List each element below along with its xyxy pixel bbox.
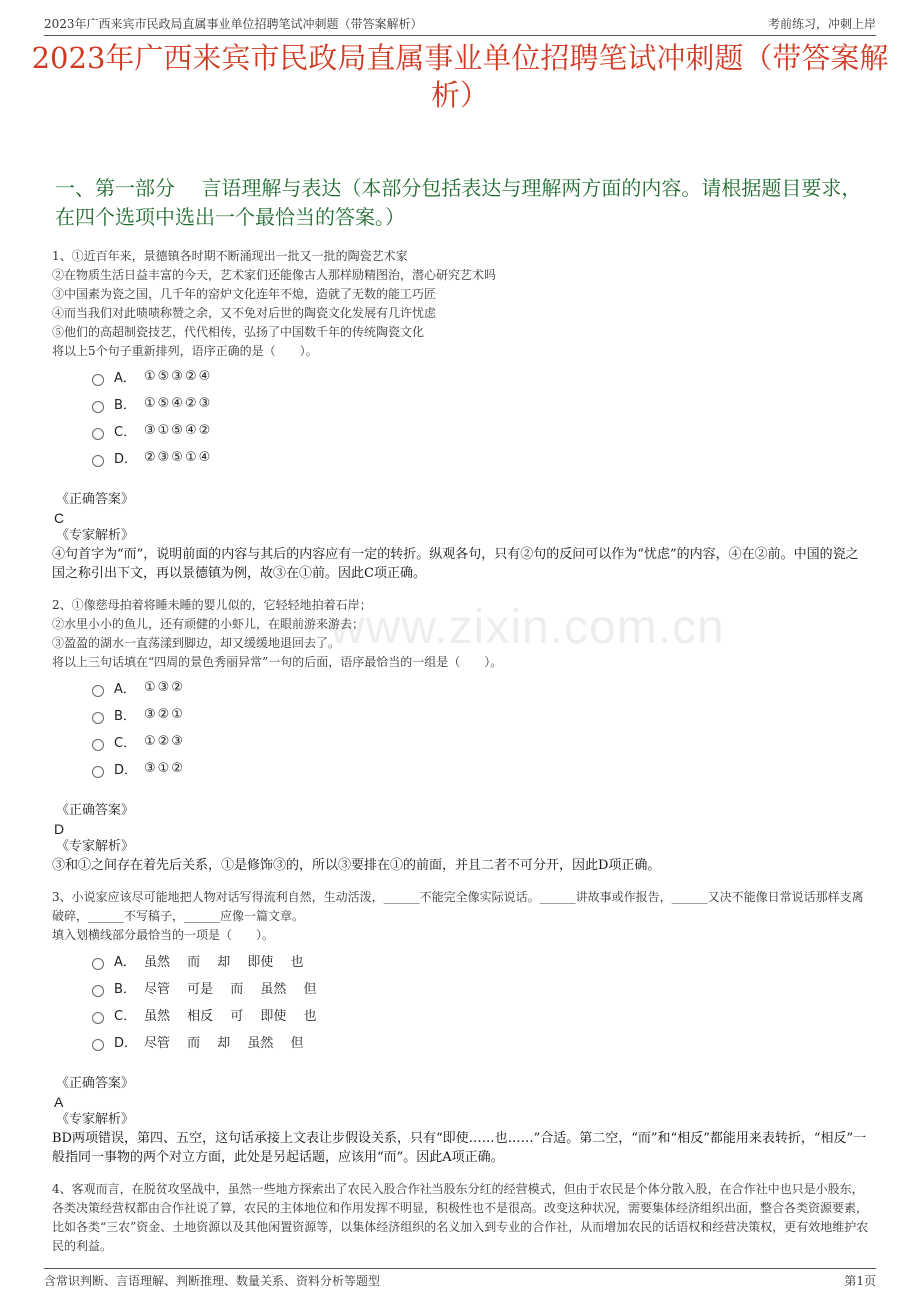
question-4 (52, 1180, 870, 1256)
option-c[interactable] (92, 1001, 870, 1028)
question-stem-line: ③盈盈的湖水一直荡漾到脚边，却又缓缓地退回去了。 (52, 636, 341, 650)
option-c[interactable] (92, 728, 870, 755)
option-a[interactable] (92, 363, 870, 390)
option-d[interactable] (92, 444, 870, 471)
answer-label: 《正确答案》 (56, 803, 135, 818)
option-letter: B． (114, 709, 136, 724)
explanation-label: 《专家解析》 (56, 528, 135, 543)
option-text: ③②① (144, 707, 185, 722)
document-title: 2023年广西来宾市民政局直属事业单位招聘笔试冲刺题（带答案解析） (31, 41, 889, 112)
option-text: ①③② (144, 680, 185, 695)
answer-label: 《正确答案》 (56, 1076, 135, 1091)
radio-button[interactable] (92, 428, 104, 440)
option-text: 尽管 可是 而 虽然 但 (144, 982, 317, 997)
header-slogan: 考前练习，冲刺上岸 (767, 17, 876, 31)
explanation-text: BD两项错误，第四、五空，这句话承接上文表让步假设关系，只有“即使……也……”合适。第二空，“而”和“相反”都能用来表转折，“相反”一般指同一事物的两个对立方面，此处是另起话题，应该用“而”。因此A项正确。 (52, 1131, 867, 1165)
option-text: ①⑤④②③ (144, 396, 213, 411)
page-number: 第1页 (844, 1274, 876, 1288)
question-stem-line: ②在物质生活日益丰富的今天，艺术家们还能像古人那样励精图治，潜心研究艺术吗 (52, 268, 497, 282)
question-stem-line: 3、小说家应该尽可能地把人物对话写得流利自然，生动活泼，______不能完全像实际说话。______讲故事或作报告，______又决不能像日常说话那样支离破碎，______不写稿子，______应像一篇文章。 (52, 890, 864, 923)
question-stem-line: 4、客观而言，在脱贫攻坚战中，虽然一些地方探索出了农民入股合作社当股东分红的经营模式，但由于农民是个体分散入股，在合作社中也只是小股东，各类决策经营权都由合作社说了算，农民的主体地位和作用发挥不明显，积极性也不是很高。改变这种状况，需要集体经济组织出面，整合各类资源要素，比如各类“三农”资金、土地资源以及其他闲置资源等，以集体经济组织的名义加入到专业的合作社，从而增加农民的话语权和经营决策权，更有效地维护农民的利益。 (52, 1182, 869, 1253)
radio-button[interactable] (92, 958, 104, 970)
answer-value: C (54, 510, 65, 526)
option-text: ①⑤③②④ (144, 369, 213, 384)
radio-button[interactable] (92, 1039, 104, 1051)
options-list (92, 674, 870, 782)
option-d[interactable] (92, 755, 870, 782)
question-stem-line: 2、①像慈母拍着将睡未睡的婴儿似的，它轻轻地拍着石岸； (52, 598, 372, 612)
option-a[interactable] (92, 674, 870, 701)
option-letter: A． (114, 955, 136, 970)
option-text: ②③⑤①④ (144, 450, 213, 465)
question-stem-line: ⑤他们的高超制瓷技艺，代代相传，弘扬了中国数千年的传统陶瓷文化 (52, 325, 425, 339)
option-c[interactable] (92, 417, 870, 444)
radio-button[interactable] (92, 712, 104, 724)
running-header (44, 12, 876, 36)
section-heading: 一、第一部分 言语理解与表达（本部分包括表达与理解两方面的内容。请根据题目要求，在四个选项中选出一个最恰当的答案。） (55, 176, 862, 229)
question-1 (52, 247, 870, 583)
answer-value: A (54, 1094, 64, 1110)
option-letter: D． (114, 452, 138, 467)
option-letter: D． (114, 1036, 138, 1051)
option-text: 尽管 而 却 虽然 但 (144, 1036, 304, 1051)
option-b[interactable] (92, 701, 870, 728)
options-list (92, 947, 870, 1055)
option-text: 虽然 相反 可 即使 也 (144, 1009, 317, 1024)
option-letter: B． (114, 982, 136, 997)
option-text: 虽然 而 却 即使 也 (144, 955, 304, 970)
radio-button[interactable] (92, 1012, 104, 1024)
option-text: ①②③ (144, 734, 185, 749)
question-stem-line: ③中国素为瓷之国，几千年的窑炉文化连年不熄，造就了无数的能工巧匠 (52, 287, 437, 301)
radio-button[interactable] (92, 401, 104, 413)
radio-button[interactable] (92, 455, 104, 467)
watermark: www.zixin.com.cn (330, 601, 725, 654)
question-stem-line: 1、①近百年来，景德镇各时期不断涌现出一批又一批的陶瓷艺术家 (52, 249, 408, 263)
question-3 (52, 888, 870, 1167)
radio-button[interactable] (92, 739, 104, 751)
option-b[interactable] (92, 390, 870, 417)
footer-topics: 含常识判断、言语理解、判断推理、数量关系、资料分析等题型 (44, 1274, 381, 1288)
explanation-label: 《专家解析》 (56, 839, 135, 854)
question-prompt: 将以上5个句子重新排列，语序正确的是（ ）。 (52, 344, 318, 358)
explanation-label: 《专家解析》 (56, 1112, 135, 1127)
question-stem-line: ②水里小小的鱼儿，还有顽健的小虾儿，在眼前游来游去； (52, 617, 365, 631)
option-letter: B． (114, 398, 136, 413)
option-letter: C． (114, 425, 137, 440)
explanation-text: ③和①之间存在着先后关系，①是修饰③的，所以③要排在①的前面，并且二者不可分开，因此D项正确。 (52, 858, 661, 873)
option-letter: C． (114, 736, 137, 751)
question-prompt: 将以上三句话填在“四周的景色秀丽异常”一句的后面，语序最恰当的一组是（ ）。 (52, 655, 503, 669)
running-footer (44, 1268, 876, 1292)
option-text: ③①⑤④② (144, 423, 213, 438)
answer-value: D (54, 821, 65, 837)
answer-label: 《正确答案》 (56, 492, 135, 507)
radio-button[interactable] (92, 985, 104, 997)
question-stem-line: ④而当我们对此啧啧称赞之余，又不免对后世的陶瓷文化发展有几许忧虑 (52, 306, 437, 320)
question-prompt: 填入划横线部分最恰当的一项是（ ）。 (52, 928, 275, 942)
question-list (52, 247, 870, 1256)
header-doc-name: 2023年广西来宾市民政局直属事业单位招聘笔试冲刺题（带答案解析） (44, 17, 423, 31)
option-b[interactable] (92, 974, 870, 1001)
radio-button[interactable] (92, 685, 104, 697)
option-a[interactable] (92, 947, 870, 974)
option-letter: A． (114, 371, 136, 386)
options-list (92, 363, 870, 471)
option-d[interactable] (92, 1028, 870, 1055)
explanation-text: ④句首字为“而”，说明前面的内容与其后的内容应有一定的转折。纵观各句，只有②句的反问可以作为“忧虑”的内容，④在②前。中国的瓷之国之称引出下文，再以景德镇为例，故③在①前。因此C项正确。 (52, 547, 859, 581)
radio-button[interactable] (92, 766, 104, 778)
option-letter: D． (114, 763, 138, 778)
radio-button[interactable] (92, 374, 104, 386)
option-letter: A． (114, 682, 136, 697)
option-text: ③①② (144, 761, 185, 776)
question-2 (52, 596, 870, 875)
option-letter: C． (114, 1009, 137, 1024)
